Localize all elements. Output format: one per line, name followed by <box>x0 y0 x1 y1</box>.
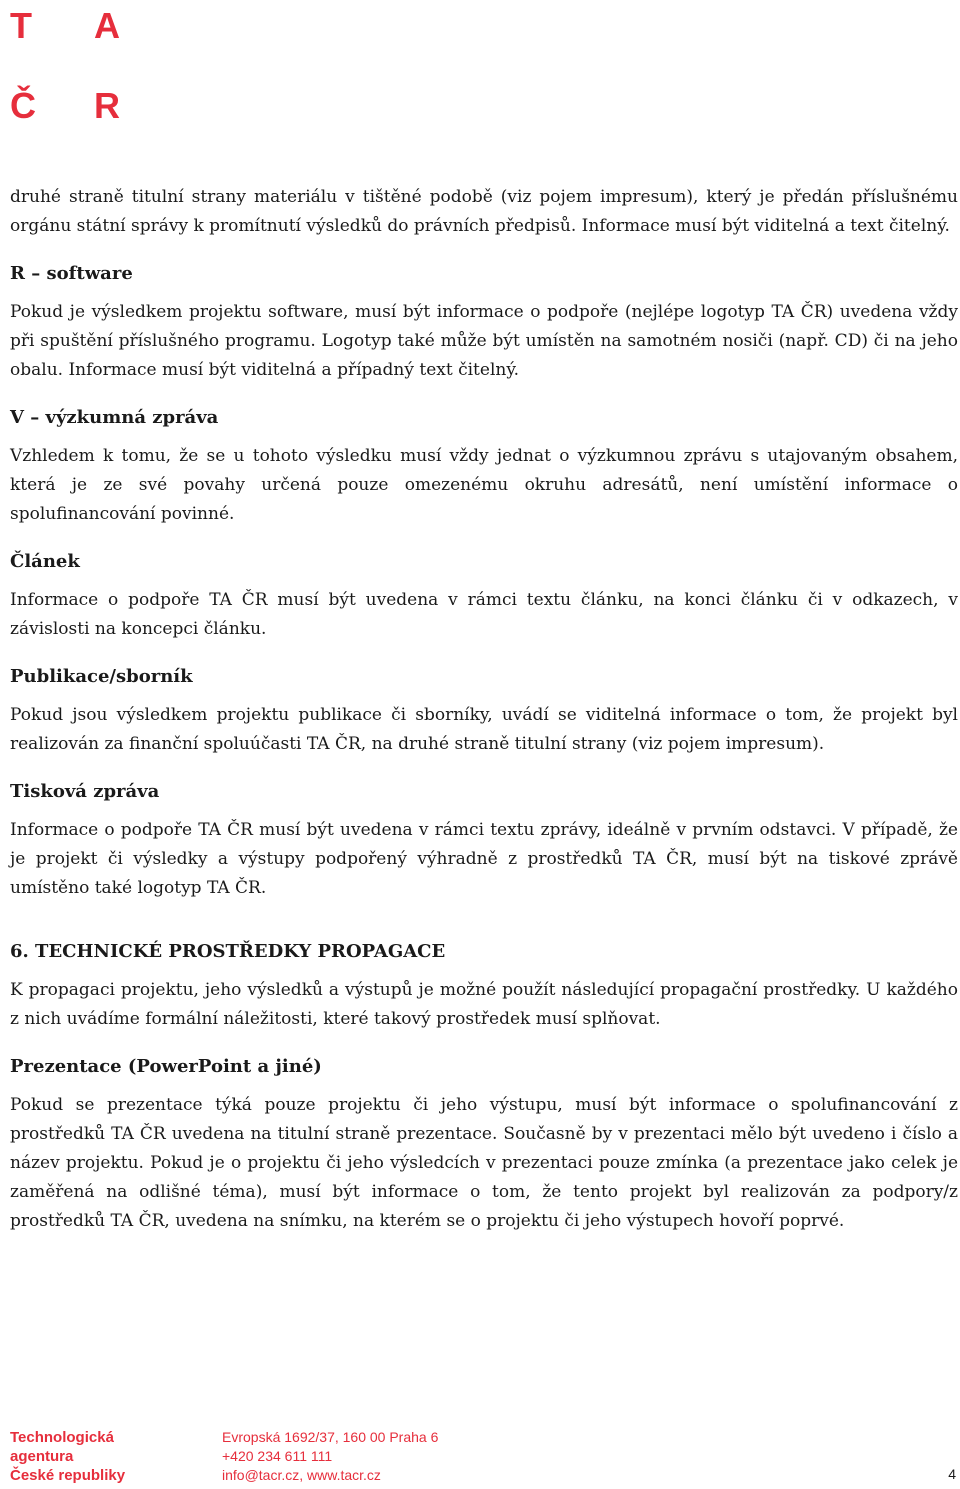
chapter-paragraph: K propagaci projektu, jeho výsledků a výstupů je možné použít následující propagační prostředky. U každého z nich uvádíme formální náležitosti, které takový prostředek musí splňovat. <box>10 980 958 1029</box>
section-heading-research-report: V – výzkumná zpráva <box>10 407 219 428</box>
section-paragraph-presentation: Pokud se prezentace týká pouze projektu či jeho výstupu, musí být informace o spolufinancování z prostředků TA ČR uvedena na titulní straně prezentace. Současně by v prezentaci mělo být uvedeno i číslo a název projektu. Pokud je o projektu či jeho výsledcích v prezentaci pouze zmínka (a prezentace jako celek je zaměřená na odlišné téma), musí být informace o tom, že tento projekt byl realizován za podpory/z prostředků TA ČR, uvedena na snímku, na kterém se o projektu či jeho výstupech hovoří poprvé. <box>10 1095 958 1231</box>
footer-org-line: Technologická <box>10 1429 114 1446</box>
footer-org-line: agentura <box>10 1448 74 1465</box>
logo-letter-c: Č <box>10 85 36 126</box>
document-body <box>10 183 958 1255</box>
section-paragraph-press-release: Informace o podpoře TA ČR musí být uvedena v rámci textu zprávy, ideálně v prvním odstavci. V případě, že je projekt či výsledky a výstupy podpořený výhradně z prostředků TA ČR, musí být na tiskové zprávě umístěno také logotyp TA ČR. <box>10 820 958 898</box>
section-heading-press-release: Tisková zpráva <box>10 781 160 802</box>
chapter-heading: 6. TECHNICKÉ PROSTŘEDKY PROPAGACE <box>10 941 446 962</box>
intro-paragraph: druhé straně titulní strany materiálu v tištěné podobě (viz pojem impresum), který je předán příslušnému orgánu státní správy k promítnutí výsledků do právních předpisů. Informace musí být viditelná a text čitelný. <box>10 187 958 236</box>
section-paragraph-research-report: Vzhledem k tomu, že se u tohoto výsledku musí vždy jednat o výzkumnou zprávu s utajovaným obsahem, která je ze své povahy určená pouze omezenému okruhu adresátů, není umístění informace o spolufinancování povinné. <box>10 446 958 524</box>
page-footer <box>10 1428 958 1488</box>
logo-letter-r: R <box>94 85 120 126</box>
footer-address: Evropská 1692/37, 160 00 Praha 6 <box>222 1429 439 1445</box>
section-heading-software: R – software <box>10 263 133 284</box>
section-paragraph-software: Pokud je výsledkem projektu software, musí být informace o podpoře (nejlépe logotyp TA ČR) uvedena vždy při spuštění příslušného programu. Logotyp také může být umístěn na samotném nosiči (např. CD) či na jeho obalu. Informace musí být viditelná a případný text čitelný. <box>10 302 958 380</box>
section-paragraph-publication: Pokud jsou výsledkem projektu publikace či sborníky, uvádí se viditelná informace o tom, že projekt byl realizován za finanční spoluúčasti TA ČR, na druhé straně titulní strany (viz pojem impresum). <box>10 705 958 754</box>
logo-letter-a: A <box>94 5 120 46</box>
tacr-logo <box>10 5 128 126</box>
section-heading-article: Článek <box>10 551 80 572</box>
footer-contact <box>222 1428 438 1485</box>
page-number: 4 <box>948 1466 956 1482</box>
section-heading-presentation: Prezentace (PowerPoint a jiné) <box>10 1056 322 1077</box>
footer-phone: +420 234 611 111 <box>222 1448 333 1464</box>
logo-letter-t: T <box>10 5 32 46</box>
footer-org-name <box>10 1428 125 1485</box>
footer-org-line: České republiky <box>10 1467 126 1484</box>
section-heading-publication: Publikace/sborník <box>10 666 193 687</box>
section-paragraph-article: Informace o podpoře TA ČR musí být uvedena v rámci textu článku, na konci článku či v odkazech, v závislosti na koncepci článku. <box>10 590 958 639</box>
footer-email-web: info@tacr.cz, www.tacr.cz <box>222 1467 381 1483</box>
